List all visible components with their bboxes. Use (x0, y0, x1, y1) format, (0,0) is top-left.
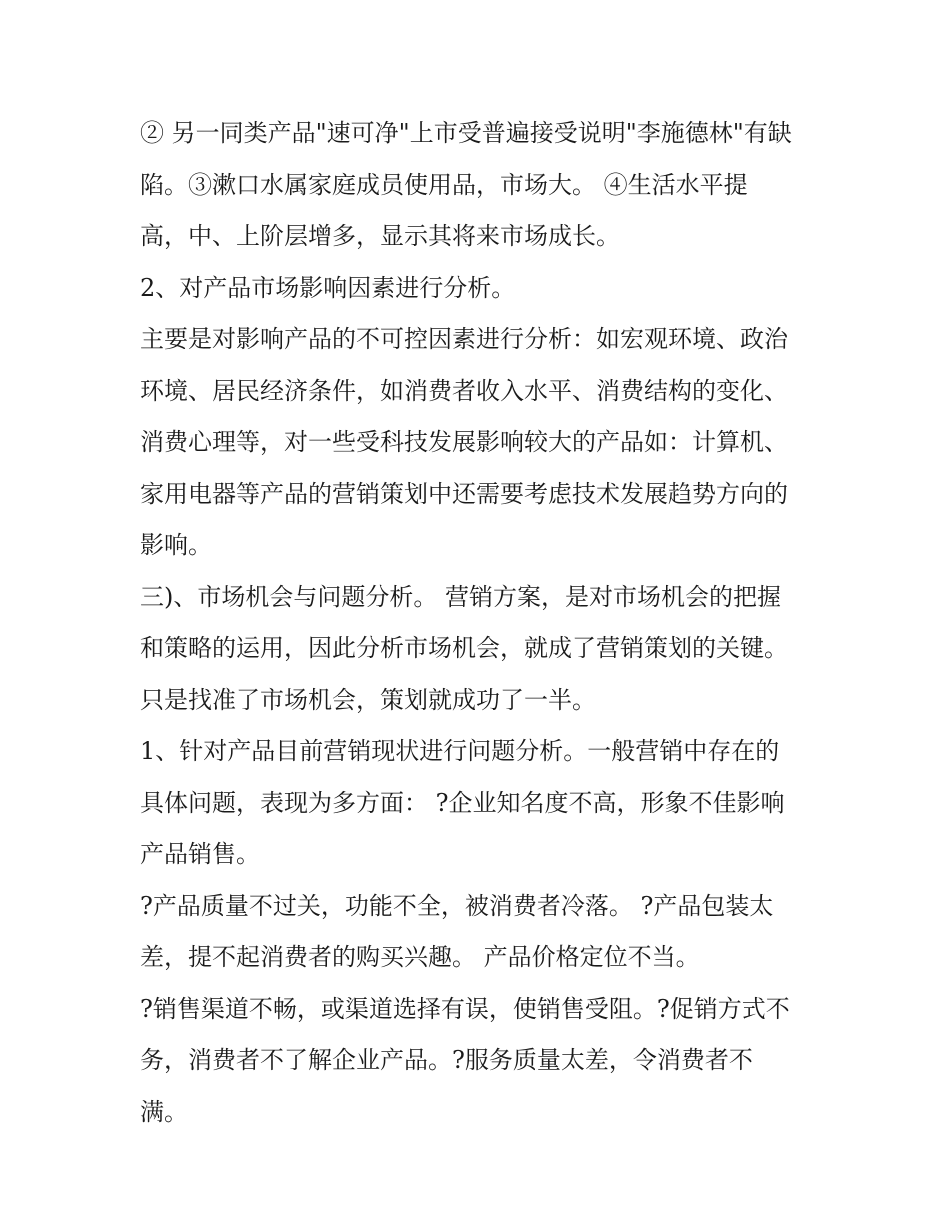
body-text (140, 108, 820, 1138)
text-line: 陷。③漱口水属家庭成员使用品，市场大。 ④生活水平提 (140, 170, 748, 199)
text-line: 环境、居民经济条件，如消费者收入水平、消费结构的变化、 (140, 376, 788, 405)
text-line: 只是找准了市场机会，策划就成功了一半。 (140, 685, 596, 714)
text-line: 家用电器等产品的营销策划中还需要考虑技术发展趋势方向的 (140, 479, 788, 508)
text-line: 高，中、上阶层增多，显示其将来市场成长。 (140, 222, 620, 250)
text-line: ?产品质量不过关，功能不全，被消费者冷落。 ?产品包装太 (140, 891, 774, 920)
text-line: 影响。 (140, 531, 212, 559)
text-line: ?销售渠道不畅，或渠道选择有误，使销售受阻。?促销方式不 (140, 994, 790, 1023)
text-line: 主要是对影响产品的不可控因素进行分析：如宏观环境、政治 (140, 325, 788, 353)
text-line: 差，提不起消费者的购买兴趣。 产品价格定位不当。 (140, 943, 700, 971)
text-line: 消费心理等，对一些受科技发展影响较大的产品如：计算机、 (140, 428, 788, 456)
text-line: 满。 (140, 1097, 188, 1126)
text-line: 三)、市场机会与问题分析。 营销方案，是对市场机会的把握 (140, 582, 781, 611)
text-line: 1、针对产品目前营销现状进行问题分析。一般营销中存在的 (140, 737, 780, 765)
text-line: 产品销售。 (140, 840, 260, 868)
text-line: 2、对产品市场影响因素进行分析。 (140, 273, 516, 302)
text-line: 务，消费者不了解企业产品。?服务质量太差，令消费者不 (140, 1046, 753, 1074)
text-line: 具体问题，表现为多方面： ?企业知名度不高，形象不佳影响 (140, 788, 785, 817)
text-line: ② 另一同类产品"速可净"上市受普遍接受说明"李施德林"有缺 (140, 119, 792, 147)
text-line: 和策略的运用，因此分析市场机会，就成了营销策划的关键。 (140, 634, 788, 662)
